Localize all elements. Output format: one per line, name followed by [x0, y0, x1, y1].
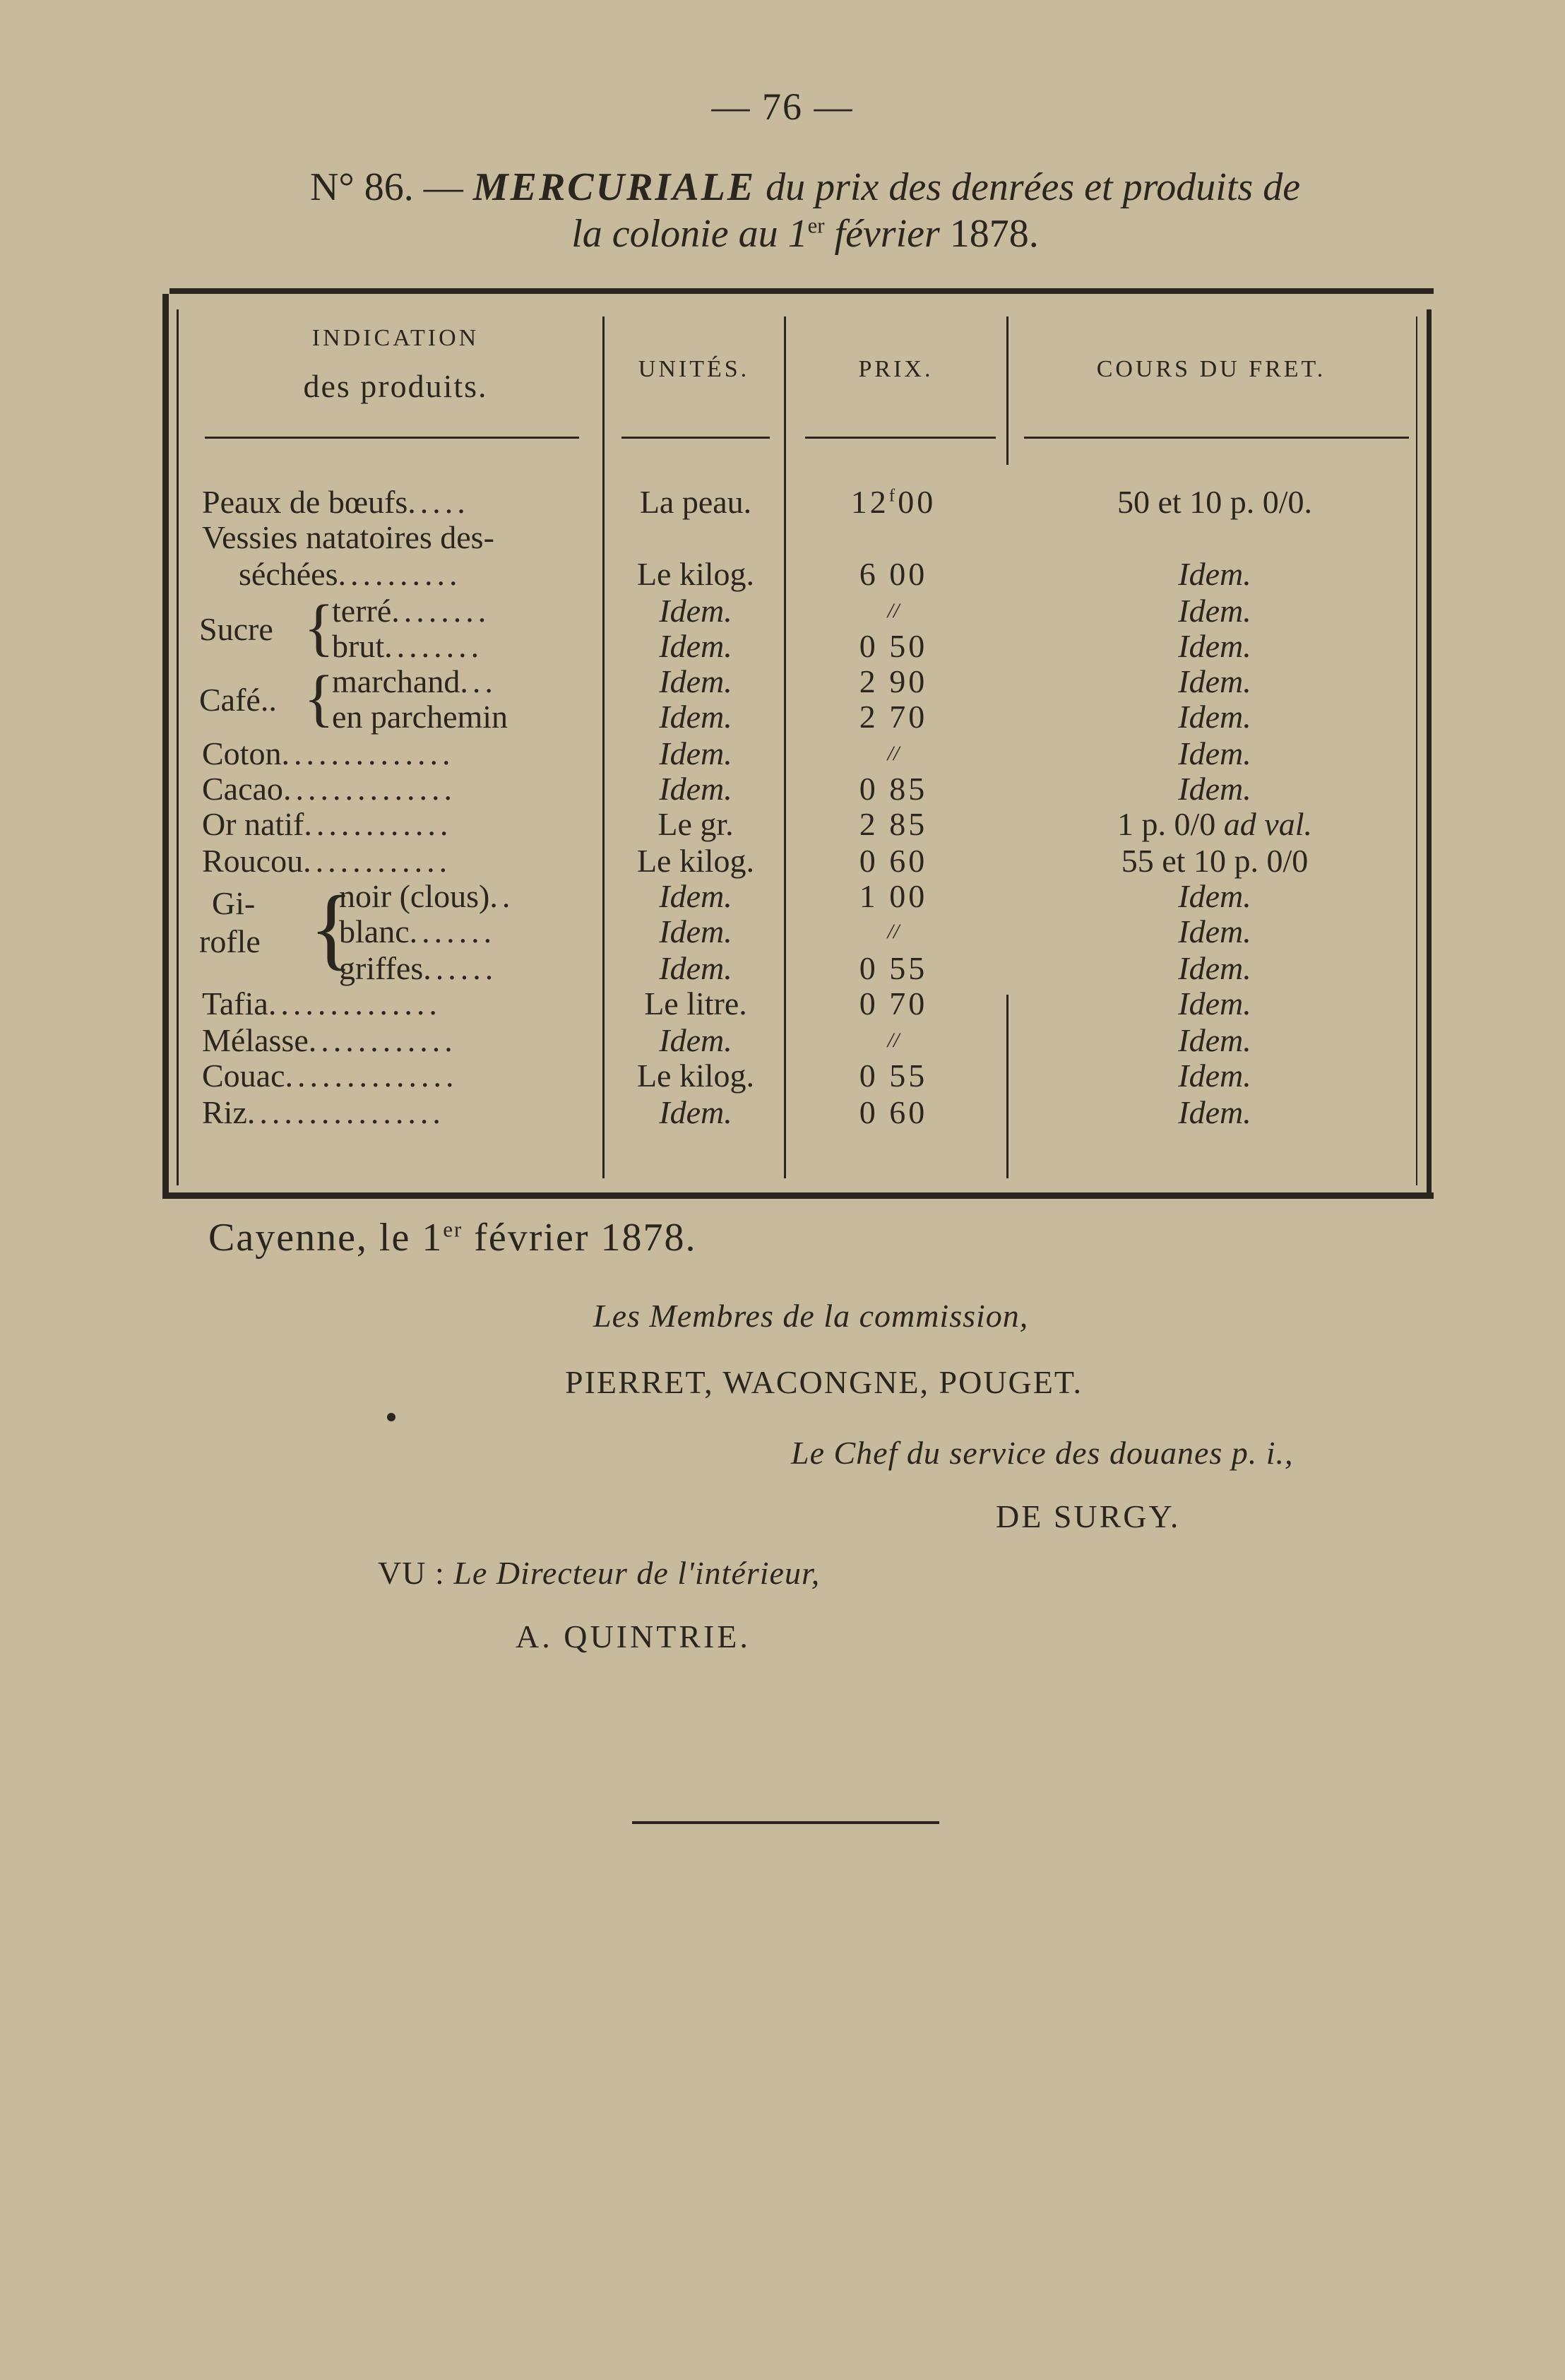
- unit-cell: Le kilog.: [636, 1058, 755, 1094]
- table-row: [162, 1095, 1434, 1130]
- brace: {: [309, 877, 354, 979]
- price-cell: 2 90: [859, 663, 928, 699]
- freight-cell: Idem.: [1178, 1094, 1251, 1130]
- product-name: Roucou............: [202, 843, 452, 879]
- product-group: Gi-: [212, 885, 256, 921]
- title-number: N° 86. —: [309, 165, 463, 209]
- product-name: Peaux de bœufs.....: [202, 484, 470, 520]
- product-name: Or natif............: [202, 806, 453, 842]
- table-row: [162, 520, 1434, 555]
- title-line2-before: la colonie au 1: [571, 212, 808, 256]
- customs-chief-label: Le Chef du service des douanes p. i.,: [791, 1435, 1294, 1471]
- title-keyword: MERCURIALE: [472, 165, 756, 209]
- ink-dot: [387, 1413, 395, 1421]
- price-cell: 12$^f$00: [850, 484, 936, 520]
- column-divider: [1006, 316, 1008, 465]
- freight-cell: Idem.: [1178, 735, 1251, 771]
- unit-cell: Le kilog.: [636, 843, 755, 879]
- freight-cell: Idem.: [1178, 878, 1251, 914]
- unit-cell: Idem.: [659, 663, 732, 699]
- header-prix: PRIX.: [858, 356, 934, 382]
- price-cell: 6 00: [859, 556, 928, 592]
- table-row: [162, 557, 1434, 592]
- freight-cell: Idem.: [1178, 663, 1251, 699]
- unit-cell: Idem.: [659, 735, 732, 771]
- table-row: [162, 699, 1434, 735]
- freight-cell: Idem.: [1178, 1022, 1251, 1058]
- product-name: Cacao..............: [202, 771, 456, 807]
- product-variant: griffes......: [339, 950, 498, 986]
- freight-cell: Idem.: [1178, 628, 1251, 664]
- table-row: [162, 986, 1434, 1022]
- product-name: Couac..............: [202, 1058, 458, 1094]
- unit-cell: Idem.: [659, 1094, 732, 1130]
- table-row: [162, 1058, 1434, 1094]
- product-variant: en parchemin: [332, 699, 508, 735]
- approval-line: VU : Le Directeur de l'intérieur,: [378, 1555, 821, 1591]
- unit-cell: Le gr.: [657, 806, 734, 842]
- document-title: [169, 164, 1441, 257]
- freight-cell: 55 et 10 p. 0/0: [1121, 843, 1309, 879]
- brace: {: [304, 663, 335, 733]
- header-indication: INDICATION: [311, 325, 480, 351]
- price-cell: 0 70: [859, 985, 928, 1022]
- product-name: Coton..............: [202, 735, 455, 771]
- unit-cell: Idem.: [659, 1022, 732, 1058]
- title-rest: du prix des denrées et produits de: [766, 165, 1301, 209]
- table-row: [162, 843, 1434, 879]
- commission-label: Les Membres de la commission,: [593, 1298, 1029, 1334]
- price-cell: 2 70: [859, 699, 928, 735]
- freight-cell: 1 p. 0/0 ad val.: [1117, 806, 1312, 842]
- unit-cell: Idem.: [659, 628, 732, 664]
- closing-rule: [632, 1821, 939, 1824]
- table-rule-bottom: [162, 1192, 1434, 1199]
- unit-cell: Idem.: [659, 878, 732, 914]
- product-variant: noir (clous)..: [339, 878, 515, 914]
- price-cell: 0 55: [859, 950, 928, 986]
- product-variant: brut........: [332, 628, 484, 664]
- freight-cell: 50 et 10 p. 0/0.: [1117, 484, 1312, 520]
- brace: {: [304, 593, 335, 663]
- title-line2-year: 1878.: [949, 212, 1039, 256]
- table-rule-top: [169, 288, 1434, 294]
- table-row: [162, 913, 1434, 959]
- price-cell: 0 60: [859, 1094, 928, 1130]
- freight-cell: Idem.: [1178, 985, 1251, 1022]
- header-underline: [205, 437, 579, 439]
- product-name: Vessies natatoires des-: [202, 519, 494, 555]
- product-name: Tafia..............: [202, 985, 441, 1022]
- product-group: Sucre: [199, 611, 273, 647]
- table-row: [162, 771, 1434, 807]
- price-cell: //: [887, 920, 900, 943]
- table-row: [162, 485, 1434, 520]
- product-name: séchées..........: [239, 556, 462, 592]
- freight-cell: Idem.: [1178, 913, 1251, 949]
- price-cell: //: [887, 742, 900, 765]
- unit-cell: Idem.: [659, 913, 732, 949]
- product-group: Café..: [199, 682, 277, 718]
- header-underline: [1024, 437, 1409, 439]
- table-row: [162, 951, 1434, 986]
- price-cell: 0 60: [859, 843, 928, 879]
- price-cell: //: [887, 1029, 900, 1052]
- commission-members: PIERRET, WACONGNE, POUGET.: [565, 1364, 1083, 1400]
- price-cell: //: [887, 599, 900, 622]
- freight-cell: Idem.: [1178, 593, 1251, 629]
- title-sup: er: [807, 213, 825, 238]
- header-underline: [621, 437, 770, 439]
- price-cell: 0 50: [859, 628, 928, 664]
- product-variant: terré........: [332, 593, 491, 629]
- unit-cell: La peau.: [639, 484, 752, 520]
- freight-cell: Idem.: [1178, 771, 1251, 807]
- header-unites: UNITÉS.: [638, 356, 750, 382]
- header-underline: [805, 437, 996, 439]
- title-line2-month: février: [834, 212, 940, 256]
- unit-cell: Idem.: [659, 699, 732, 735]
- freight-cell: Idem.: [1178, 1058, 1251, 1094]
- product-name: Mélasse............: [202, 1022, 457, 1058]
- price-cell: 0 85: [859, 771, 928, 807]
- page-number: — 76 —: [711, 85, 854, 128]
- price-cell: 2 85: [859, 806, 928, 842]
- unit-cell: Idem.: [659, 950, 732, 986]
- table-row: [162, 807, 1434, 842]
- freight-cell: Idem.: [1178, 699, 1251, 735]
- header-fret: COURS DU FRET.: [1096, 356, 1326, 382]
- table-row: [162, 736, 1434, 771]
- price-table: [162, 288, 1434, 1200]
- product-variant: marchand...: [332, 663, 497, 699]
- unit-cell: Idem.: [659, 771, 732, 807]
- product-group: rofle: [199, 923, 261, 959]
- freight-cell: Idem.: [1178, 950, 1251, 986]
- price-cell: 1 00: [859, 878, 928, 914]
- place-date: Cayenne, le 1er février 1878.: [208, 1216, 697, 1260]
- product-variant: blanc.......: [339, 913, 496, 949]
- unit-cell: Le kilog.: [636, 556, 755, 592]
- unit-cell: Le litre.: [644, 985, 747, 1022]
- director-name: A. QUINTRIE.: [516, 1618, 751, 1654]
- table-row: [162, 1023, 1434, 1058]
- freight-cell: Idem.: [1178, 556, 1251, 592]
- price-cell: 0 55: [859, 1058, 928, 1094]
- table-row: [162, 629, 1434, 664]
- customs-chief-name: DE SURGY.: [996, 1498, 1181, 1534]
- unit-cell: Idem.: [659, 593, 732, 629]
- product-name: Riz................: [202, 1094, 445, 1130]
- header-indication-sub: des produits.: [303, 368, 488, 404]
